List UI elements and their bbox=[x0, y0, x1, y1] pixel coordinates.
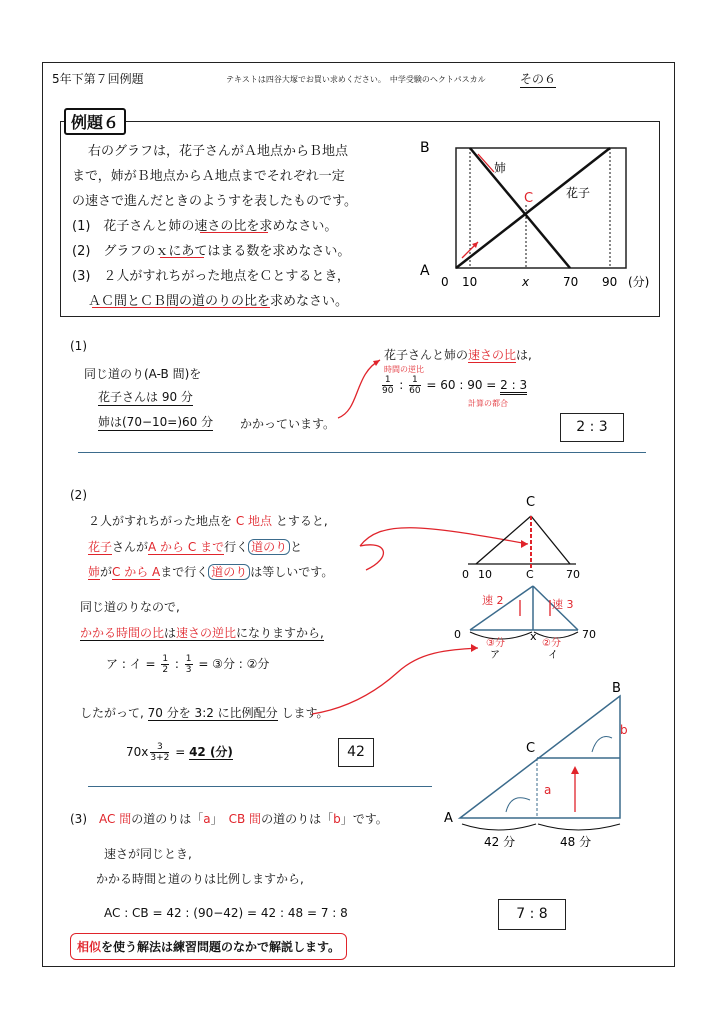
question-1: (1) 花子さんと姉の速さの比を求めなさい。 bbox=[72, 219, 338, 234]
question-3b: ＡＣ間とＣＢ間の道のりの比を求めなさい。 bbox=[88, 294, 349, 309]
p2-line7: したがって, 70 分を 3:2 に比例配分 します。 bbox=[80, 706, 329, 720]
p2-line6: ア : イ = $\frac{1}{2}$ : $\frac{1}{3}$ = ③分 : ②分 bbox=[106, 654, 270, 675]
d2-x: x bbox=[530, 630, 537, 643]
p1-line3b: かかっています。 bbox=[240, 417, 336, 431]
d1-70: 70 bbox=[566, 568, 580, 581]
graph-xx: x bbox=[522, 275, 530, 289]
graph-label-a: A bbox=[420, 263, 430, 279]
d2-s2: 速 2 bbox=[482, 594, 504, 607]
p1-line2: 花子さんは 90 分 bbox=[98, 390, 193, 404]
d1-10: 10 bbox=[478, 568, 492, 581]
p1-note-bottom: 計算の都合 bbox=[468, 399, 508, 408]
p2-line1: ２人がすれちがった地点を C 地点 とすると, bbox=[88, 514, 328, 528]
d1-c: C bbox=[526, 495, 536, 510]
example-line-2: まで，姉がＢ地点からＡ地点までそれぞれ一定 bbox=[72, 169, 345, 184]
header-part: その６ bbox=[520, 72, 557, 86]
p1-equation: $\frac{1}{90}$ : $\frac{1}{60}$ = 60 : 90 = 2 : 3 bbox=[382, 375, 528, 396]
tri-a-seg: a bbox=[544, 783, 552, 797]
graph-unit: (分) bbox=[628, 275, 650, 289]
p2-line8: 70x $\frac{3}{3+2}$ = 42 (分) bbox=[126, 742, 233, 763]
question-2: (2) グラフのｘにあてはまる数を求めなさい。 bbox=[72, 244, 351, 259]
tri-b-seg: b bbox=[620, 723, 628, 737]
p1-answer-box: 2 : 3 bbox=[560, 413, 624, 442]
header-note: テキストは四谷大塚でお買い求めください。 中学受験のヘクトパスカル bbox=[226, 75, 486, 84]
p3-line3: かかる時間と道のりは比例しますから, bbox=[96, 872, 304, 886]
p1-line3a: 姉は(70−10=)60 分 bbox=[98, 415, 214, 429]
p3-line4: AC : CB = 42 : (90−42) = 42 : 48 = 7 : 8 bbox=[104, 906, 348, 920]
d1-cx: C bbox=[526, 568, 534, 581]
p2-line3: 姉がC から Aまで行く 道のり は等しいです。 bbox=[88, 565, 334, 579]
d2-s3: 速 3 bbox=[552, 598, 574, 611]
tri-time-2: 48 分 bbox=[560, 835, 592, 849]
graph-x10: 10 bbox=[462, 275, 478, 289]
tri-time-1: 42 分 bbox=[484, 835, 516, 849]
p3-note: 相似を使う解法は練習問題のなかで解説します。 bbox=[70, 933, 347, 960]
graph-label-c: C bbox=[524, 191, 534, 206]
graph-x90: 90 bbox=[602, 275, 618, 289]
example-title: 例題６ bbox=[64, 108, 126, 135]
p2-line2: 花子さんがA から C まで行く 道のり と bbox=[88, 540, 303, 554]
p3-answer-box: 7 : 8 bbox=[498, 899, 566, 930]
graph-x70: 70 bbox=[563, 275, 579, 289]
p3-line2: 速さが同じとき, bbox=[104, 847, 192, 861]
p2-line5: かかる時間の比は速さの逆比になりますから, bbox=[80, 626, 324, 640]
p2-answer-box: 42 bbox=[338, 738, 374, 767]
p2-label: (2) bbox=[70, 488, 87, 502]
example-line-1: 右のグラフは，花子さんがＡ地点からＢ地点 bbox=[88, 144, 349, 159]
d2-t3: ③分 bbox=[486, 638, 505, 649]
example-line-3: の速さで進んだときのようすを表したものです。 bbox=[72, 194, 357, 209]
tri-b-label: B bbox=[612, 681, 621, 696]
graph-label-hanako: 花子 bbox=[566, 186, 591, 200]
tri-a-label: A bbox=[444, 811, 453, 826]
graph-label-ane: 姉 bbox=[494, 161, 507, 175]
d2-t2: ②分 bbox=[542, 638, 561, 649]
p1-right-line: 花子さんと姉の速さの比は, bbox=[384, 348, 532, 362]
d2-i: イ bbox=[548, 650, 558, 661]
header-title: 5年下第７回例題 bbox=[52, 72, 144, 86]
p3-line1: (3) AC 間の道のりは「a」 CB 間の道のりは「b」です。 bbox=[70, 812, 388, 826]
d2-seventy: 70 bbox=[582, 628, 596, 641]
d2-a: ア bbox=[490, 650, 500, 661]
p1-line1: 同じ道のり(A-B 間)を bbox=[84, 367, 202, 381]
graph-x0: 0 bbox=[441, 275, 449, 289]
p2-line4: 同じ道のりなので, bbox=[80, 600, 180, 614]
tri-c-label: C bbox=[526, 741, 536, 756]
p1-label: (1) bbox=[70, 339, 87, 353]
d2-zero: 0 bbox=[454, 628, 461, 641]
d1-0: 0 bbox=[462, 568, 469, 581]
question-3a: (3) ２人がすれちがった地点をＣとするとき， bbox=[72, 269, 350, 284]
graph-label-b: B bbox=[420, 140, 430, 156]
p1-note-top: 時間の逆比 bbox=[384, 365, 424, 374]
